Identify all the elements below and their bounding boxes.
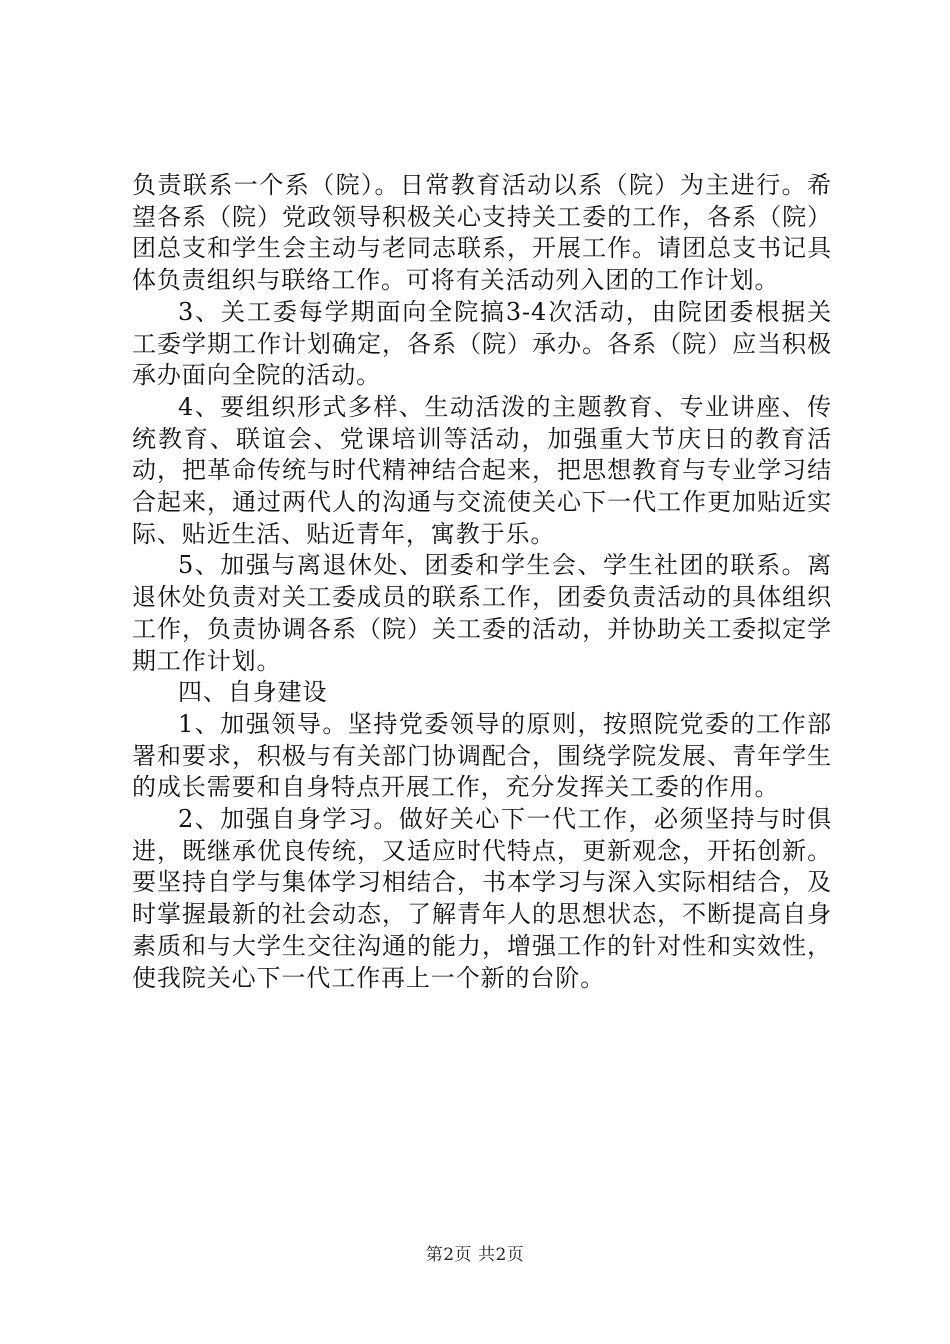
paragraph-item-3: 3、关工委每学期面向全院搞3-4次活动，由院团委根据关工委学期工作计划确定，各系（院）承办。各系（院）应当积极承办面向全院的活动。	[132, 297, 832, 390]
paragraph-self-item-2: 2、加强自身学习。做好关心下一代工作，必须坚持与时俱进，既继承优良传统，又适应时代特点，更新观念，开拓创新。要坚持自学与集体学习相结合，书本学习与深入实际相结合，及时掌握最新的社会动态，了解青年人的思想状态，不断提高自身素质和与大学生交往沟通的能力，增强工作的针对性和实效性，使我院关心下一代工作再上一个新的台阶。	[132, 805, 832, 992]
document-body	[132, 170, 832, 994]
page-number-footer: 第2页 共2页	[425, 1245, 525, 1265]
paragraph-self-item-1: 1、加强领导。坚持党委领导的原则，按照院党委的工作部署和要求，积极与有关部门协调配合，围绕学院发展、青年学生的成长需要和自身特点开展工作，充分发挥关工委的作用。	[132, 709, 832, 802]
paragraph-continued: 负责联系一个系（院）。日常教育活动以系（院）为主进行。希望各系（院）党政领导积极关心支持关工委的工作，各系（院）团总支和学生会主动与老同志联系，开展工作。请团总支书记具体负责组织与联络工作。可将有关活动列入团的工作计划。	[132, 171, 832, 295]
paragraph-item-5: 5、加强与离退休处、团委和学生会、学生社团的联系。离退休处负责对关工委成员的联系工作，团委负责活动的具体组织工作，负责协调各系（院）关工委的活动，并协助关工委拟定学期工作计划。	[132, 551, 832, 675]
paragraph-item-4: 4、要组织形式多样、生动活泼的主题教育、专业讲座、传统教育、联谊会、党课培训等活动，加强重大节庆日的教育活动，把革命传统与时代精神结合起来，把思想教育与专业学习结合起来，通过两代人的沟通与交流使关心下一代工作更加贴近实际、贴近生活、贴近青年，寓教于乐。	[132, 392, 832, 548]
section-heading-self-construction: 四、自身建设	[178, 678, 328, 707]
